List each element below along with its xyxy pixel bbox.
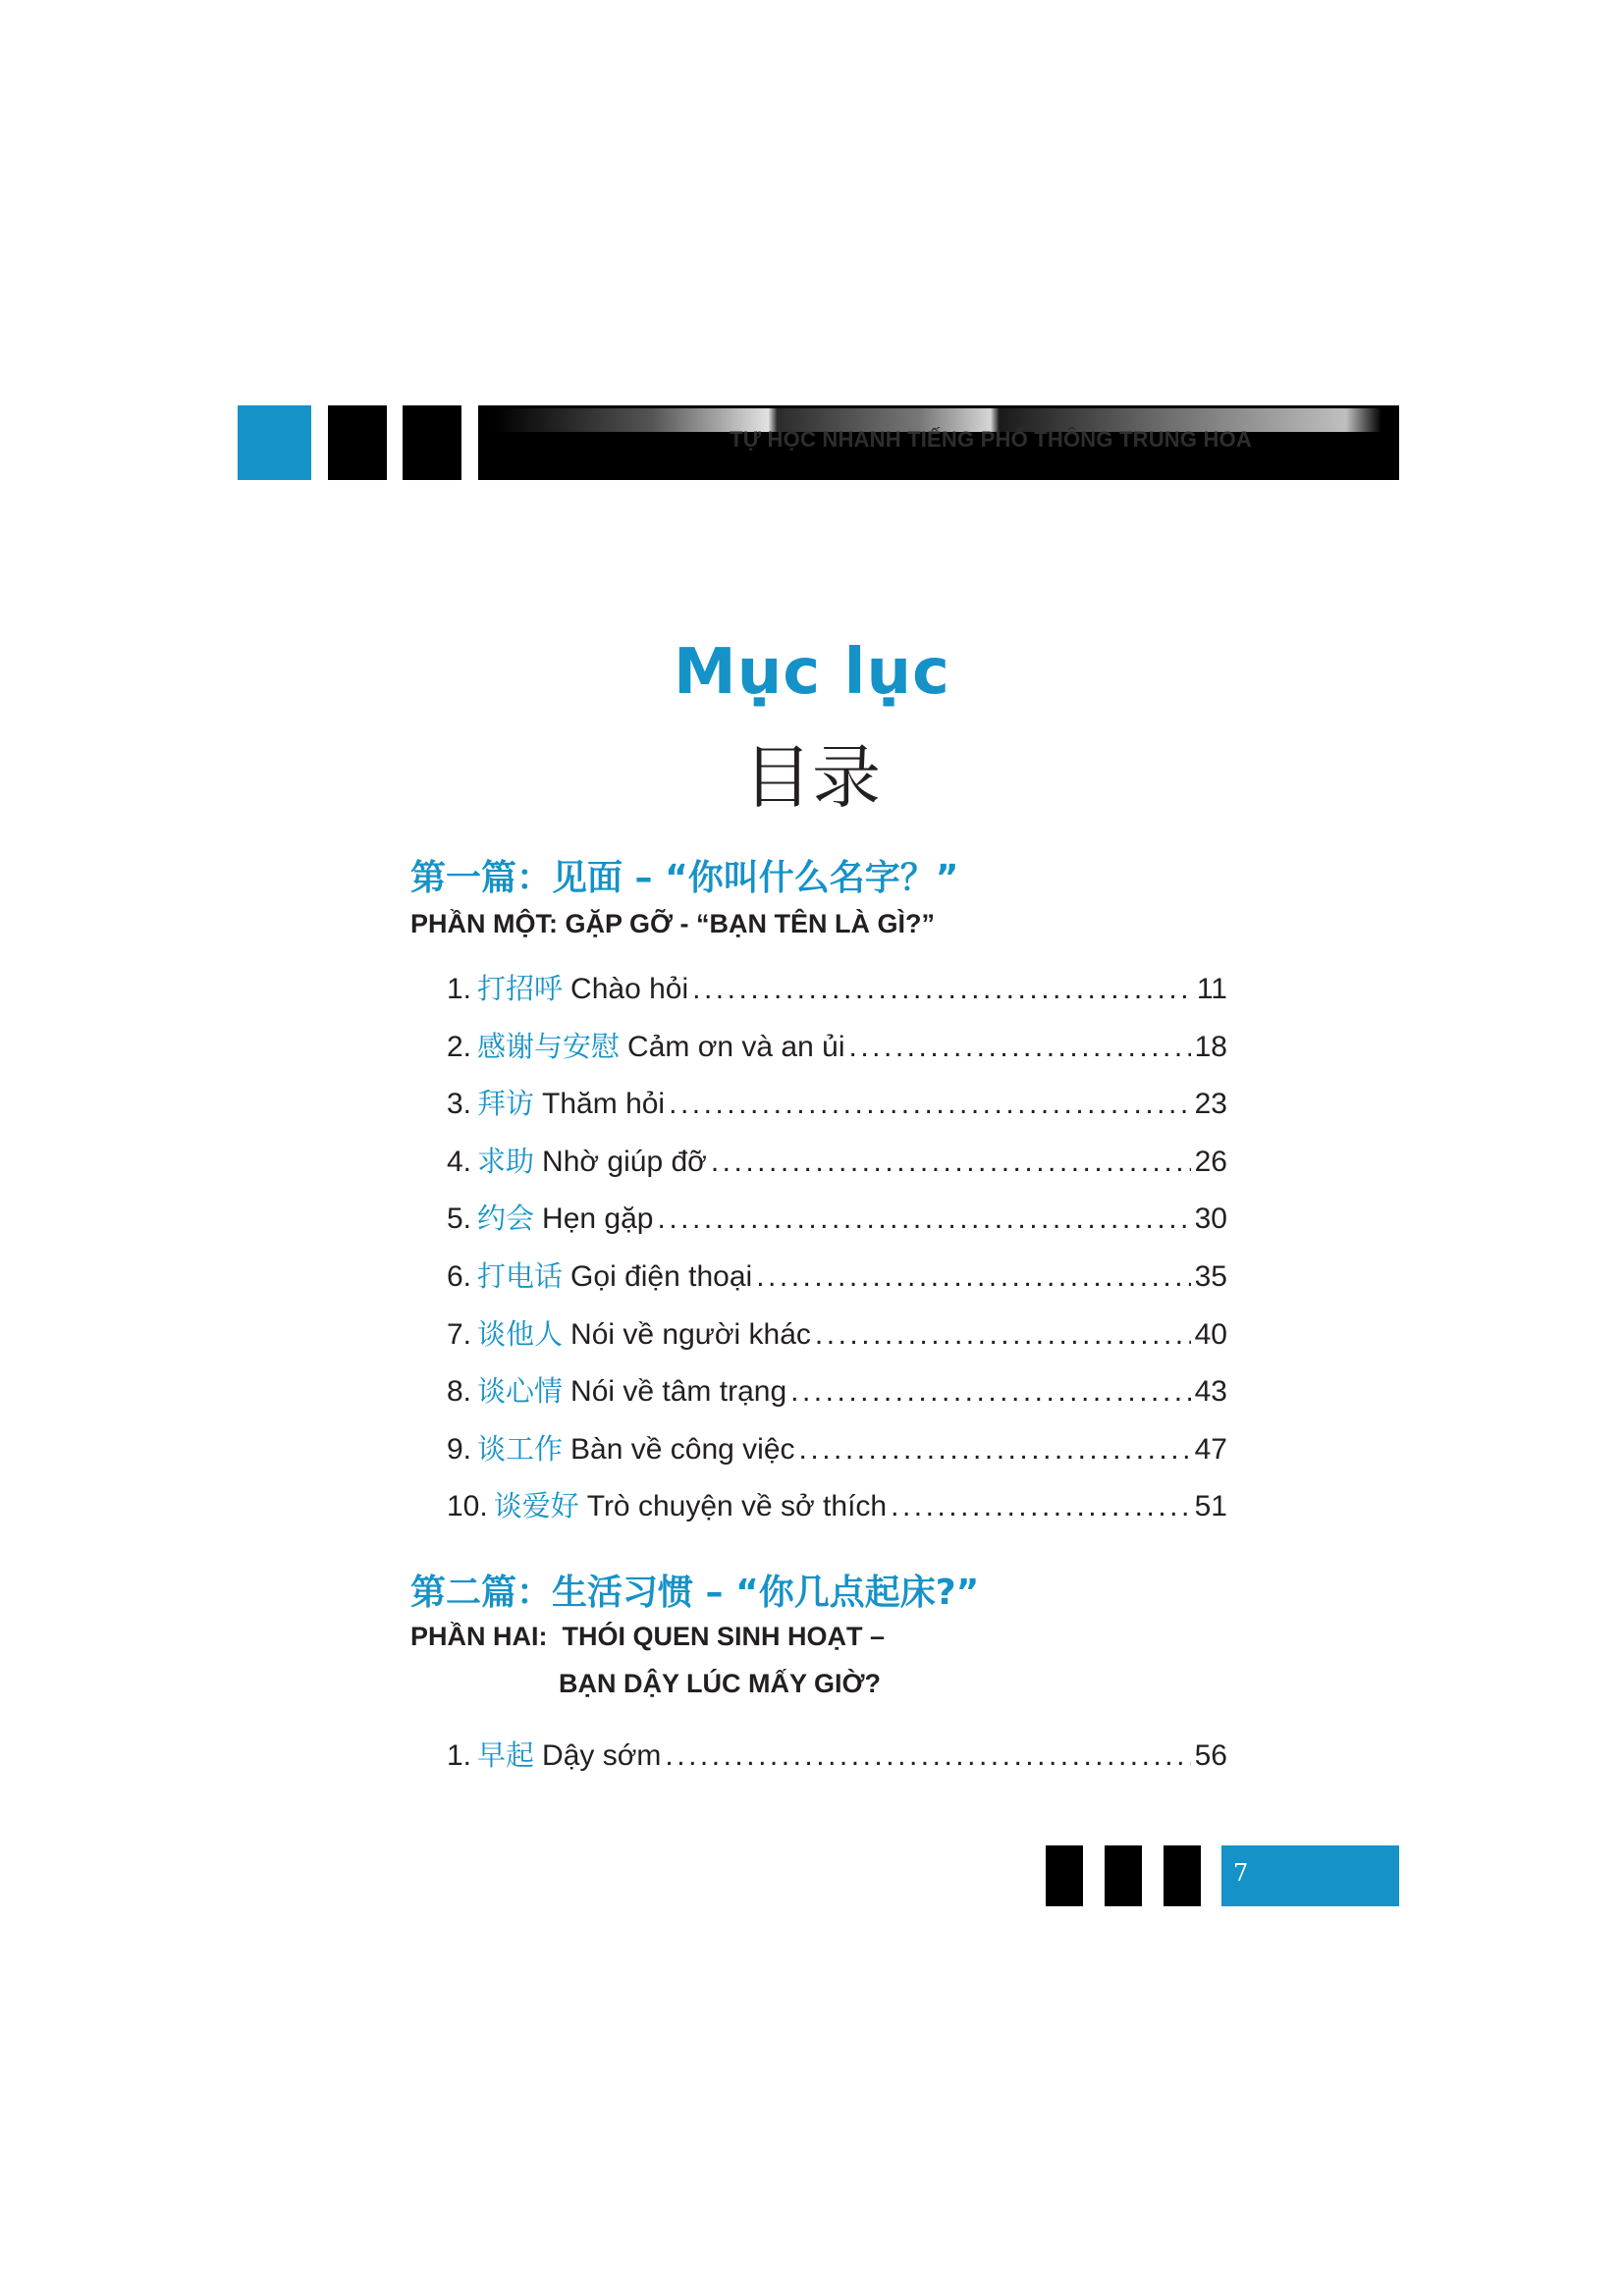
toc-entry[interactable] (447, 1427, 1227, 1485)
footer-bar (1221, 1845, 1399, 1906)
header-black-block (328, 405, 387, 480)
page-number: 7 (1233, 1859, 1249, 1887)
toc-leader-dots (692, 973, 1193, 1006)
toc-leader-dots (665, 1739, 1190, 1773)
toc-number: 1. (447, 973, 472, 1005)
header-blue-block (238, 405, 311, 480)
toc-page-number: 30 (1194, 1202, 1227, 1236)
page-title: Mục lục (674, 636, 950, 709)
toc-number: 4. (447, 1145, 472, 1178)
toc-title: Nói về tâm trạng (570, 1375, 787, 1409)
toc-title: Hẹn gặp (542, 1202, 654, 1236)
section-heading: PHẦN HAI: THÓI QUEN SINH HOẠT – (410, 1622, 886, 1651)
footer-black-block (1046, 1845, 1083, 1906)
section-heading-chinese: 第二篇：生活习惯 – “你几点起床?” (410, 1573, 980, 1613)
toc-page-number: 51 (1194, 1490, 1227, 1523)
toc-page-number: 11 (1196, 973, 1227, 1005)
toc-chinese-title: 打电话 (477, 1258, 564, 1293)
toc-chinese-title: 打招呼 (477, 972, 564, 1005)
toc-entry[interactable] (447, 967, 1227, 1025)
toc-entry[interactable] (447, 1312, 1227, 1370)
toc-entry[interactable] (447, 1197, 1227, 1255)
toc-leader-dots (799, 1433, 1191, 1467)
toc-number: 10. (447, 1490, 488, 1523)
toc-chinese-title: 谈爱好 (493, 1489, 579, 1523)
running-title: TỰ HỌC NHANH TIẾNG PHỔ THÔNG TRUNG HOA (730, 427, 1252, 452)
toc-leader-dots (849, 1031, 1191, 1064)
toc-title: Thăm hỏi (542, 1088, 666, 1121)
toc-chinese-title: 谈心情 (477, 1374, 564, 1409)
section-heading: PHẦN MỘT: GẶP GỠ - “BẠN TÊN LÀ GÌ?” (410, 909, 936, 938)
toc-title: Trò chuyện về sở thích (586, 1490, 888, 1523)
section-heading-line2: BẠN DẬY LÚC MẤY GIỜ? (559, 1669, 882, 1698)
toc-entry[interactable] (447, 1082, 1227, 1140)
toc-leader-dots (657, 1202, 1190, 1236)
toc-title: Cảm ơn và an ủi (627, 1030, 845, 1063)
toc-page-number: 40 (1194, 1317, 1227, 1351)
toc-list (447, 1734, 1227, 1791)
toc-title: Chào hỏi (570, 973, 689, 1005)
page-title-chinese: 目录 (743, 737, 881, 818)
toc-number: 9. (447, 1432, 472, 1466)
toc-number: 7. (447, 1317, 472, 1351)
toc-chinese-title: 约会 (477, 1201, 535, 1236)
toc-number: 5. (447, 1202, 472, 1236)
toc-number: 8. (447, 1375, 472, 1409)
toc-chinese-title: 早起 (477, 1738, 535, 1772)
header-bar (478, 405, 1399, 480)
toc-leader-dots (711, 1146, 1191, 1179)
section-heading-chinese: 第一篇：见面 – “你叫什么名字？” (410, 858, 959, 898)
toc-page-number: 26 (1194, 1145, 1227, 1178)
toc-entry[interactable] (447, 1734, 1227, 1791)
toc-chinese-title: 拜访 (477, 1087, 535, 1121)
toc-number: 3. (447, 1088, 472, 1121)
toc-list (447, 967, 1227, 1542)
toc-page-number: 18 (1194, 1030, 1227, 1063)
toc-entry[interactable] (447, 1369, 1227, 1427)
toc-page-number: 23 (1194, 1088, 1227, 1121)
toc-page-number: 35 (1194, 1259, 1227, 1293)
toc-title: Bàn về công việc (570, 1432, 795, 1466)
toc-entry[interactable] (447, 1255, 1227, 1312)
footer-black-block (1164, 1845, 1201, 1906)
toc-title: Gọi điện thoại (570, 1259, 753, 1293)
toc-number: 6. (447, 1259, 472, 1293)
toc-chinese-title: 求助 (477, 1144, 535, 1178)
toc-title: Nhờ giúp đỡ (542, 1145, 707, 1178)
toc-chinese-title: 感谢与安慰 (477, 1029, 621, 1063)
toc-chinese-title: 谈他人 (477, 1316, 564, 1351)
toc-entry[interactable] (447, 1025, 1227, 1083)
toc-chinese-title: 谈工作 (477, 1431, 564, 1466)
toc-number: 1. (447, 1739, 472, 1772)
toc-leader-dots (669, 1088, 1191, 1121)
toc-number: 2. (447, 1030, 472, 1063)
footer-black-block (1105, 1845, 1142, 1906)
toc-title: Nói về người khác (570, 1317, 811, 1351)
header-black-block (403, 405, 461, 480)
toc-leader-dots (891, 1490, 1191, 1523)
toc-leader-dots (815, 1318, 1191, 1352)
toc-page-number: 43 (1194, 1375, 1227, 1409)
toc-leader-dots (790, 1375, 1190, 1409)
toc-entry[interactable] (447, 1484, 1227, 1542)
toc-title: Dậy sớm (542, 1739, 662, 1772)
toc-leader-dots (756, 1260, 1190, 1294)
toc-page-number: 56 (1194, 1739, 1227, 1772)
toc-page-number: 47 (1194, 1432, 1227, 1466)
toc-entry[interactable] (447, 1140, 1227, 1198)
